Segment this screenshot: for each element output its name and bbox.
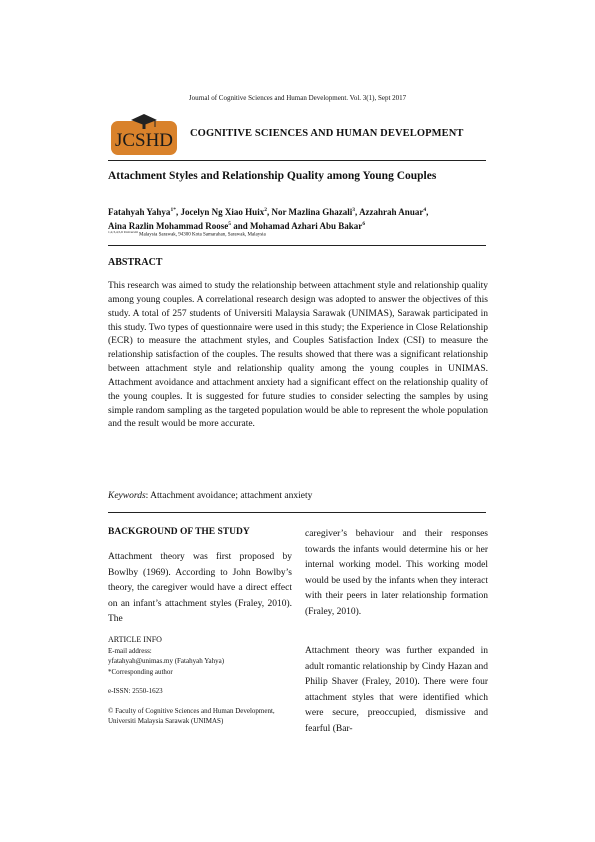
email-address: yfatahyah@unimas.my (Fatahyah Yahya) bbox=[108, 657, 225, 665]
header-divider bbox=[108, 160, 486, 161]
author-affiliation: $^{1,2,3,4,5,6 Universiti}$ Malaysia Sarawak, 94300 Kota Samarahan, Sarawak, Malaysia bbox=[108, 230, 266, 238]
journal-name: COGNITIVE SCIENCES AND HUMAN DEVELOPMENT bbox=[190, 128, 464, 139]
abstract-heading: ABSTRACT bbox=[108, 257, 163, 268]
article-info-heading: ARTICLE INFO bbox=[108, 635, 162, 644]
copyright-notice: © Faculty of Cognitive Sciences and Human Development, Universiti Malaysia Sarawak (UNIMAS) bbox=[108, 706, 275, 725]
email-label: E-mail address: bbox=[108, 646, 152, 655]
abstract-divider bbox=[108, 512, 486, 513]
svg-text:JCSHD: JCSHD bbox=[114, 130, 174, 151]
journal-running-header: Journal of Cognitive Sciences and Human Development. Vol. 3(1), Sept 2017 bbox=[188, 94, 407, 102]
keywords: Keywords: Attachment avoidance; attachment anxiety bbox=[108, 491, 313, 501]
eissn: e-ISSN: 2550-1623 bbox=[108, 687, 163, 695]
article-info bbox=[108, 635, 298, 727]
abstract-body: This research was aimed to study the relationship between attachment style and relationship quality among young couples. A correlational research design was adopted to answer the objectives of this study. A total of 257 students of Universiti Malaysia Sarawak (UNIMAS), Sarawak participated in this study. Two types of questionnaire were used in this study; the Experience in Close Relationship (ECR) to measure the attachment styles, and Couples Satisfaction Index (CSI) to measure the relationship satisfaction of the couples. The results showed that there was a significant relationship between attachment style and relationship quality among the young couples in UNIMAS. Attachment avoidance and attachment anxiety had a significant effect on the relationship quality of the young couples. It is suggested for future studies to consider selecting the samples by using simple random sampling as the targeted population would be able to represent the whole population and the result would be more accurate. bbox=[108, 281, 488, 430]
journal-logo bbox=[107, 111, 181, 159]
background-paragraph-1: Attachment theory was first proposed by Bowlby (1969). According to John Bowlby’s theory, the caregiver would have a direct effect on an infant’s attachment styles (Fraley, 2010). The bbox=[108, 552, 292, 625]
affiliation-divider bbox=[108, 245, 486, 246]
paper-title: Attachment Styles and Relationship Quality among Young Couples bbox=[108, 170, 437, 182]
corresponding-note: *Corresponding author bbox=[108, 667, 173, 676]
author-list: Fatahyah Yahya$^{1*}$, Jocelyn Ng Xiao Huix$^2$, Nor Mazlina Ghazali$^3$, Azzahrah Anuar$^4$, Aina Razlin Mohammad Roose$^5$ and Mohamad Azhari Abu Bakar$^6$ bbox=[108, 207, 429, 231]
background-paragraph-2: caregiver’s behaviour and their responses towards the infants would determine his or her internal working model. This working model would be used by the infants when they interact with their peers in later relationship formation (Fraley, 2010). bbox=[305, 529, 488, 617]
background-paragraph-3: Attachment theory was further expanded in adult romantic relationship by Cindy Hazan and Philip Shaver (Fraley, 2010). There were four attachment styles that were identified which were secure, preoccupied, dismissive and fearful (Bar- bbox=[305, 646, 488, 734]
background-heading: BACKGROUND OF THE STUDY bbox=[108, 527, 250, 537]
